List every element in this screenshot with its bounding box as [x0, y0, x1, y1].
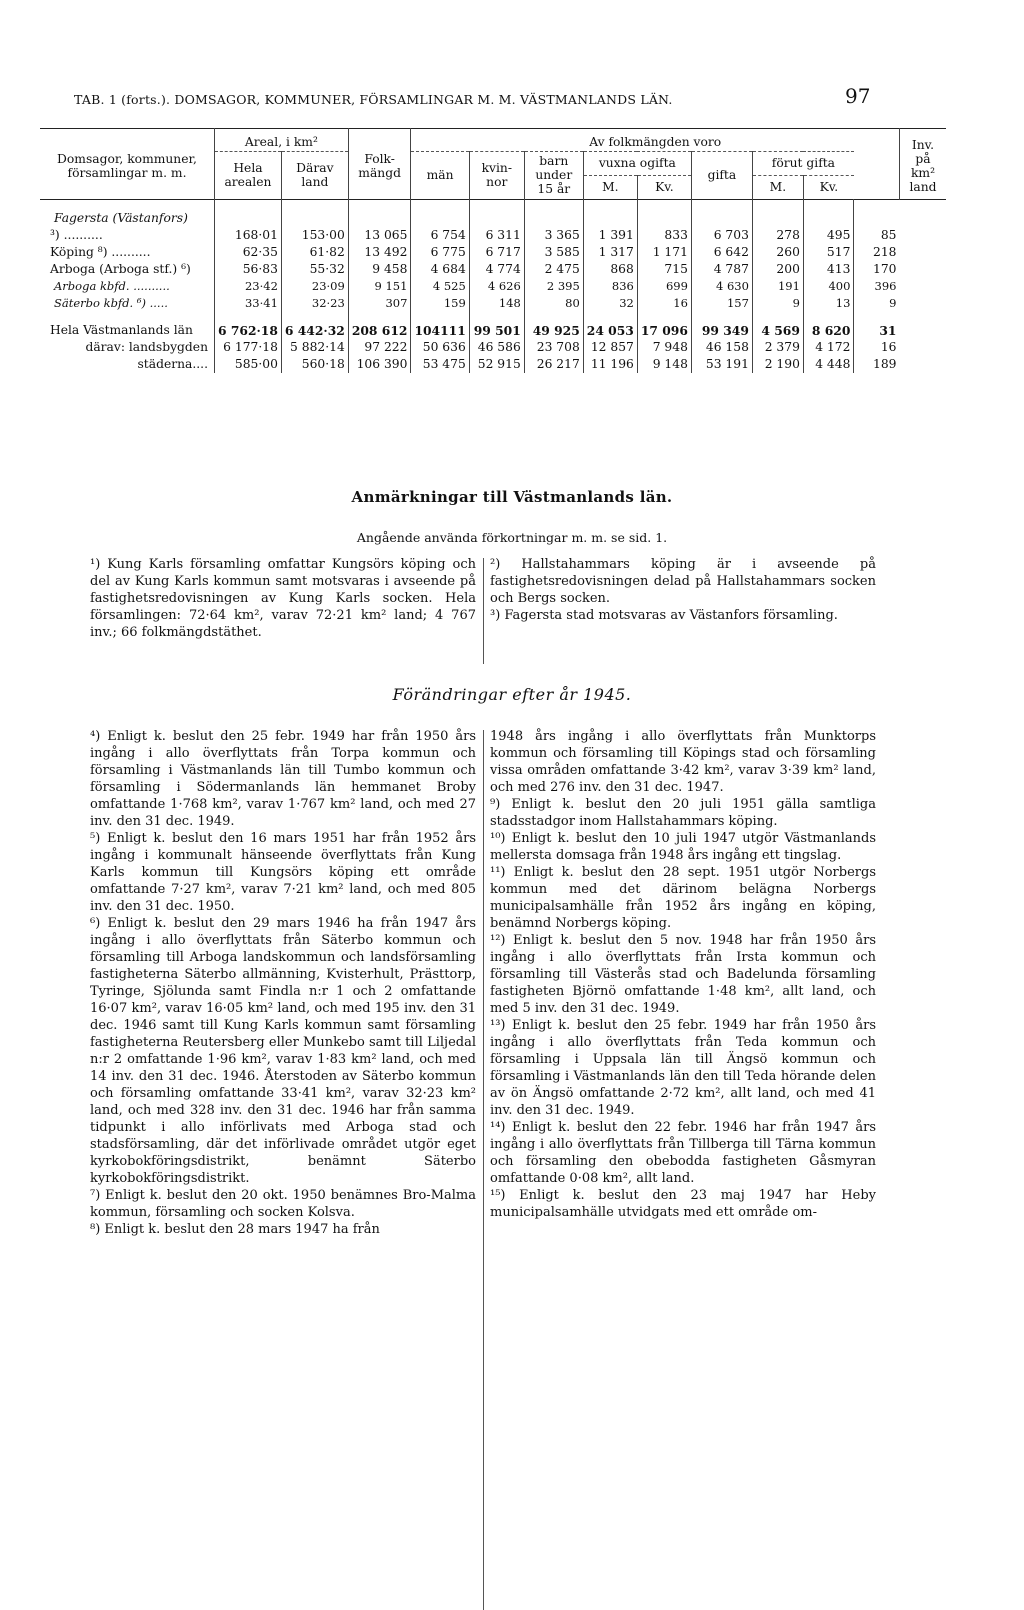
header-folkmangd: Folk-mängd — [348, 129, 411, 200]
cell: 6 703 — [691, 227, 752, 244]
note-paragraph: ¹⁰) Enligt k. beslut den 10 juli 1947 utgör Västmanlands mellersta domsaga från 1948 års ingång ett tingslag. — [490, 831, 876, 863]
cell: 52 915 — [469, 356, 524, 373]
table-row — [40, 227, 946, 244]
cell: 53 475 — [411, 356, 469, 373]
cell: 1 391 — [583, 227, 637, 244]
cell: 560·18 — [281, 356, 348, 373]
header-units: Domsagor, kommuner, församlingar m. m. — [57, 151, 197, 180]
cell: 16 — [854, 339, 900, 356]
table-row — [40, 295, 946, 312]
cell: 200 — [752, 261, 803, 278]
note-paragraph: ¹²) Enligt k. beslut den 5 nov. 1948 har från 1950 års ingång i allo överflyttats från Irsta kommun och församling till Västerås stad och Badelunda församling fastigheten Björnö omfattande 1·48 km², allt land, och med 5 inv. den 31 dec. 1949. — [490, 933, 876, 1016]
table-row — [40, 356, 946, 373]
cell: 4 569 — [752, 322, 803, 339]
cell: 157 — [691, 295, 752, 312]
cell: 495 — [803, 227, 854, 244]
cell: 13 — [803, 295, 854, 312]
cell: 2 379 — [752, 339, 803, 356]
cell: 208 612 — [348, 322, 411, 339]
cell: 53 191 — [691, 356, 752, 373]
cell: 3 365 — [524, 227, 583, 244]
population-table — [40, 128, 946, 373]
cell: 9 458 — [348, 261, 411, 278]
header-ogifta-m: M. — [583, 175, 637, 199]
cell: 396 — [854, 278, 900, 295]
table-row-total — [40, 322, 946, 339]
cell: 33·41 — [215, 295, 282, 312]
note-paragraph: ¹) Kung Karls församling omfattar Kungsörs köping och del av Kung Karls kommun samt motsvaras i avseende på fastighetsredovisningen av Kung Karls socken. Hela församlingen: 72·64 km², varav 72·21 km² land; 4 767 inv.; 66 folkmängdstäthet. — [90, 557, 476, 640]
cell: 699 — [637, 278, 691, 295]
cell: 61·82 — [281, 244, 348, 261]
cell: 7 948 — [637, 339, 691, 356]
cell: 4 774 — [469, 261, 524, 278]
header-vuxna-ogifta: vuxna ogifta — [583, 152, 691, 176]
group-label: Fagersta (Västanfors) — [54, 210, 188, 225]
cell: 4 684 — [411, 261, 469, 278]
cell: 24 053 — [583, 322, 637, 339]
row-name: ³) .......... — [50, 227, 103, 242]
cell: 46 158 — [691, 339, 752, 356]
row-name: städerna.... — [137, 356, 208, 371]
row-name: Köping ⁸) .......... — [50, 244, 151, 259]
note-paragraph: ⁶) Enligt k. beslut den 29 mars 1946 ha från 1947 års ingång i allo överflyttats från Säterbo kommun och församling till Arboga landskommun och landsförsamling fastigheterna Säterbo allmänning, Kvisterhult, Prästtorp, Tyringe, Sjölunda samt Findla n:r 1 och 2 omfattande 16·07 km², varav 16·05 km² land, och med 195 inv. den 31 dec. 1946 samt till Kung Karls kommun samt församling fastigheterna Reutersberg eller Munkebo samt till Liljedal n:r 2 omfattande 1·96 km², varav 1·83 km² land, och med 14 inv. den 31 dec. 1946. Återstoden av Säterbo kommun och församling omfattande 33·41 km², varav 32·23 km² land, och med 328 inv. den 31 dec. 1946 har från samma tidpunkt i allo införlivats med Arboga stad och stadsförsamling, där det införlivade området utgör eget kyrkobokföringsdistrikt, benämnt Säterbo kyrkobokföringsdistrikt. — [90, 916, 476, 1186]
row-name: Arboga kbfd. .......... — [54, 278, 170, 293]
header-man: män — [411, 152, 469, 199]
header-kvinnor: kvin-nor — [469, 152, 524, 199]
row-name: Hela Västmanlands län — [50, 322, 193, 337]
cell: 62·35 — [215, 244, 282, 261]
cell: 1 171 — [637, 244, 691, 261]
cell: 5 882·14 — [281, 339, 348, 356]
cell: 836 — [583, 278, 637, 295]
cell: 97 222 — [348, 339, 411, 356]
cell: 4 448 — [803, 356, 854, 373]
cell: 6 311 — [469, 227, 524, 244]
column-divider — [483, 558, 484, 664]
cell: 55·32 — [281, 261, 348, 278]
changes-left-column — [90, 728, 476, 1238]
notes-title: Anmärkningar till Västmanlands län. — [351, 488, 673, 506]
cell: 4 172 — [803, 339, 854, 356]
note-paragraph: ¹⁴) Enligt k. beslut den 22 febr. 1946 har från 1947 års ingång i allo överflyttats från Tillberga till Tärna kommun och församling den obebodda fastigheten Gåsmyran omfattande 0·08 km², allt land. — [490, 1120, 876, 1186]
row-name: Säterbo kbfd. ⁶) ..... — [54, 295, 168, 310]
cell: 9 — [854, 295, 900, 312]
cell: 4 525 — [411, 278, 469, 295]
cell: 585·00 — [215, 356, 282, 373]
cell: 9 — [752, 295, 803, 312]
cell: 6 717 — [469, 244, 524, 261]
note-paragraph: ³) Fagersta stad motsvaras av Västanfors församling. — [490, 608, 838, 623]
row-name: Arboga (Arboga stf.) ⁶) — [50, 261, 191, 276]
note-paragraph: ¹⁵) Enligt k. beslut den 23 maj 1947 har Heby municipalsamhälle utvidgats med ett område om- — [490, 1188, 876, 1220]
row-name: därav: landsbygden — [85, 339, 208, 354]
cell: 307 — [348, 295, 411, 312]
header-darav-land: Därav land — [281, 152, 348, 199]
cell: 6 442·32 — [281, 322, 348, 339]
cell: 3 585 — [524, 244, 583, 261]
notes-left-column — [90, 556, 476, 641]
cell: 189 — [854, 356, 900, 373]
cell: 56·83 — [215, 261, 282, 278]
cell: 49 925 — [524, 322, 583, 339]
cell: 191 — [752, 278, 803, 295]
cell: 23·09 — [281, 278, 348, 295]
cell: 6 762·18 — [215, 322, 282, 339]
cell: 715 — [637, 261, 691, 278]
header-gifta: gifta — [691, 152, 752, 199]
cell: 170 — [854, 261, 900, 278]
note-paragraph: 1948 års ingång i allo överflyttats från Munktorps kommun och församling till Köpings stad och församling vissa områden omfattande 3·42 km², varav 3·39 km² land, och med 276 inv. den 31 dec. 1947. — [490, 729, 876, 795]
cell: 32 — [583, 295, 637, 312]
cell: 218 — [854, 244, 900, 261]
cell: 11 196 — [583, 356, 637, 373]
cell: 16 — [637, 295, 691, 312]
cell: 400 — [803, 278, 854, 295]
cell: 833 — [637, 227, 691, 244]
cell: 159 — [411, 295, 469, 312]
cell: 6 177·18 — [215, 339, 282, 356]
cell: 1 317 — [583, 244, 637, 261]
notes-subtitle: Angående använda förkortningar m. m. se sid. 1. — [356, 530, 668, 545]
cell: 9 148 — [637, 356, 691, 373]
header-areal: Areal, i km² — [215, 129, 349, 152]
cell: 13 492 — [348, 244, 411, 261]
changes-title: Förändringar efter år 1945. — [392, 685, 632, 704]
cell: 23·42 — [215, 278, 282, 295]
cell: 6 754 — [411, 227, 469, 244]
cell: 99 501 — [469, 322, 524, 339]
header-ogifta-kv: Kv. — [637, 175, 691, 199]
cell: 4 787 — [691, 261, 752, 278]
header-hela-arealen: Hela arealen — [215, 152, 282, 199]
cell: 99 349 — [691, 322, 752, 339]
page-number: 97 — [845, 84, 871, 108]
cell: 4 626 — [469, 278, 524, 295]
header-inv-per-km2: Inv. på km² land — [900, 129, 947, 200]
cell: 2 475 — [524, 261, 583, 278]
cell: 278 — [752, 227, 803, 244]
note-paragraph: ⁷) Enligt k. beslut den 20 okt. 1950 benämnes Bro-Malma kommun, församling och socken Kolsva. — [90, 1188, 476, 1220]
note-paragraph: ⁹) Enligt k. beslut den 20 juli 1951 gälla samtliga stadsstadgor inom Hallstahammars köping. — [490, 797, 876, 829]
header-barn: barn under 15 år — [524, 152, 583, 199]
table-group-row — [40, 210, 946, 227]
cell: 26 217 — [524, 356, 583, 373]
cell: 13 065 — [348, 227, 411, 244]
cell: 32·23 — [281, 295, 348, 312]
cell: 31 — [854, 322, 900, 339]
notes-right-column — [490, 556, 876, 624]
column-divider — [483, 730, 484, 1610]
note-paragraph: ⁵) Enligt k. beslut den 16 mars 1951 har från 1952 års ingång i kommunalt hänseende överflyttats från Kung Karls kommun till Kungsörs köping ett område omfattande 7·27 km², varav 7·21 km² land, och med 805 inv. den 31 dec. 1950. — [90, 831, 476, 914]
note-paragraph: ¹¹) Enligt k. beslut den 28 sept. 1951 utgör Norbergs kommun med det därinom belägna Norbergs municipalsamhälle från 1952 års ingång en köping, benämnd Norbergs köping. — [490, 865, 876, 931]
changes-right-column — [490, 728, 876, 1221]
cell: 6 775 — [411, 244, 469, 261]
cell: 50 636 — [411, 339, 469, 356]
note-paragraph: ²) Hallstahammars köping är i avseende på fastighetsredovisningen delad på Hallstahammars socken och Bergs socken. — [490, 557, 876, 606]
note-paragraph: ¹³) Enligt k. beslut den 25 febr. 1949 har från 1950 års ingång i allo överflyttats från Teda kommun och församling i Uppsala län till Ängsö kommun och församling i Västmanlands län den till Teda hörande delen av ön Ängsö omfattande 2·72 km², allt land, och med 41 inv. den 31 dec. 1949. — [490, 1018, 876, 1118]
cell: 4 630 — [691, 278, 752, 295]
cell: 85 — [854, 227, 900, 244]
cell: 168·01 — [215, 227, 282, 244]
cell: 80 — [524, 295, 583, 312]
cell: 260 — [752, 244, 803, 261]
header-forut-kv: Kv. — [803, 175, 854, 199]
table-row — [40, 261, 946, 278]
cell: 2 190 — [752, 356, 803, 373]
header-av-folkmangden: Av folkmängden voro — [411, 129, 900, 152]
header-forut-gifta: förut gifta — [752, 152, 854, 176]
cell: 106 390 — [348, 356, 411, 373]
cell: 413 — [803, 261, 854, 278]
table-row — [40, 339, 946, 356]
note-paragraph: ⁸) Enligt k. beslut den 28 mars 1947 ha från — [90, 1222, 380, 1237]
note-paragraph: ⁴) Enligt k. beslut den 25 febr. 1949 har från 1950 års ingång i allo överflyttats från Torpa kommun och församling i Västmanlands län till Tumbo kommun och församling i Södermanlands län hemmanet Broby omfattande 1·768 km², varav 1·767 km² land, och med 27 inv. den 31 dec. 1949. — [90, 729, 476, 829]
cell: 517 — [803, 244, 854, 261]
cell: 868 — [583, 261, 637, 278]
cell: 17 096 — [637, 322, 691, 339]
cell: 153·00 — [281, 227, 348, 244]
cell: 104111 — [411, 322, 469, 339]
cell: 8 620 — [803, 322, 854, 339]
table-row — [40, 244, 946, 261]
cell: 12 857 — [583, 339, 637, 356]
cell: 46 586 — [469, 339, 524, 356]
header-forut-m: M. — [752, 175, 803, 199]
cell: 148 — [469, 295, 524, 312]
cell: 23 708 — [524, 339, 583, 356]
running-head: TAB. 1 (forts.). DOMSAGOR, KOMMUNER, FÖRSAMLINGAR M. M. VÄSTMANLANDS LÄN. — [74, 92, 673, 107]
cell: 6 642 — [691, 244, 752, 261]
table-row — [40, 278, 946, 295]
cell: 2 395 — [524, 278, 583, 295]
cell: 9 151 — [348, 278, 411, 295]
